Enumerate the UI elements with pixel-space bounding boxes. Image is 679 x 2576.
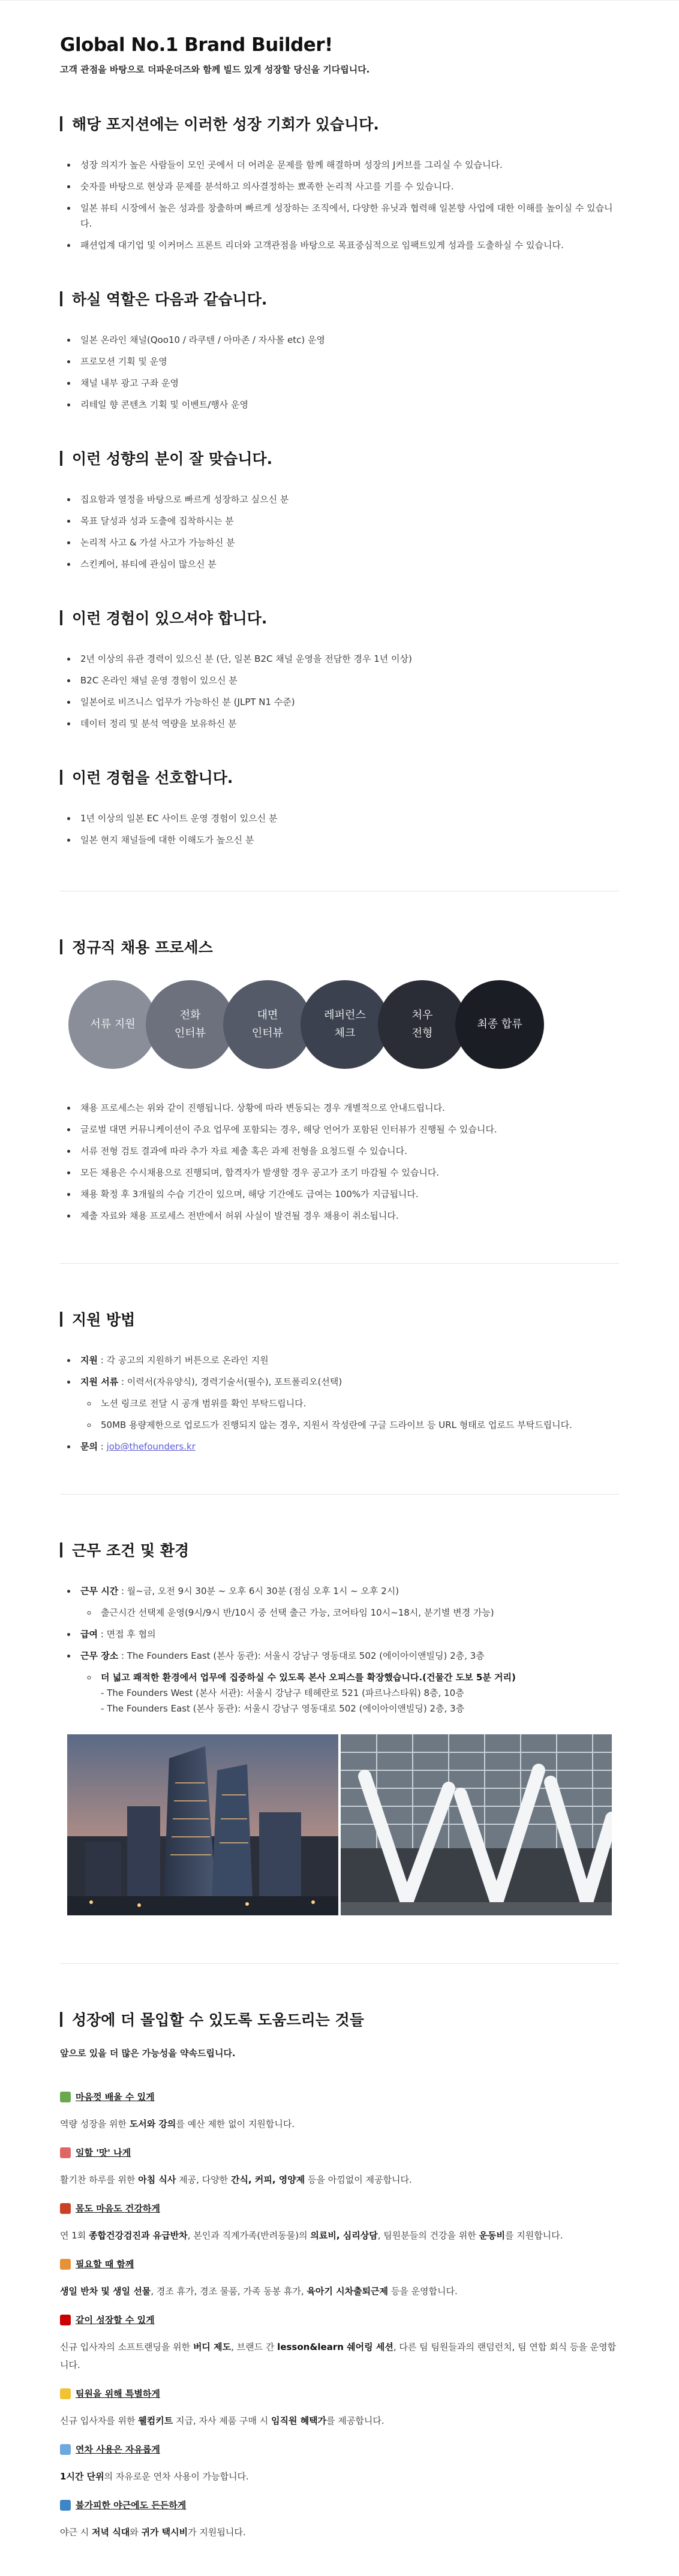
benefit-title-text: 마음껏 배울 수 있게	[76, 2092, 155, 2102]
benefit-description: 1시간 단위의 자유로운 연차 사용이 가능합니다.	[60, 2471, 249, 2482]
heading-bar	[60, 1312, 62, 1327]
benefit-description: 신규 입사자의 소프트랜딩을 위한 버디 제도, 브랜드 간 lesson&learn 쉐어링 세션, 다른 팀 팀원들과의 랜덤런치, 팀 연합 회식 등을 운영합니다.	[60, 2342, 617, 2370]
benefit-title	[60, 2258, 619, 2270]
benefit-title-text: 같이 성장할 수 있게	[76, 2315, 155, 2325]
car-icon	[60, 2500, 71, 2511]
list-item: • 스킨케어, 뷰티에 관심이 많으신 분	[77, 556, 619, 572]
documents-label: 지원 서류	[80, 1376, 119, 1387]
benefit-list	[60, 2090, 619, 2541]
calendar-icon	[60, 2444, 71, 2455]
list-item: • 서류 전형 검토 결과에 따라 추가 자료 제출 혹은 과제 전형을 요청드릴 수 있습니다.	[77, 1143, 619, 1159]
benefits-heading	[60, 2008, 619, 2030]
list-item: • 일본 현지 채널들에 대한 이해도가 높으신 분	[77, 832, 619, 848]
benefit-title	[60, 2443, 619, 2456]
office-east-address: - The Founders East (본사 동관): 서울시 강남구 영동대로 502 (에이아이앤빌딩) 2층, 3층	[101, 1703, 465, 1714]
process-steps	[68, 980, 619, 1069]
benefits-title: 성장에 더 몰입할 수 있도록 도움드리는 것들	[72, 2011, 364, 2029]
benefit-title-text: 필요할 때 함께	[76, 2259, 134, 2270]
office-entrance-photo	[341, 1734, 612, 1915]
preferred-title: 이런 경험을 선호합니다.	[72, 769, 233, 787]
list-item	[77, 1648, 619, 1716]
process-heading	[60, 936, 619, 957]
list-item: • 1년 이상의 일본 EC 사이트 운영 경험이 있으신 분	[77, 811, 619, 826]
list-item	[77, 1439, 619, 1454]
process-title: 정규직 채용 프로세스	[72, 939, 213, 956]
heading-bar	[60, 1542, 62, 1557]
gift-icon	[60, 2259, 71, 2270]
benefit-title-text: 몸도 마음도 건강하게	[76, 2203, 160, 2214]
process-step-compensation: 처우 전형	[378, 980, 467, 1069]
conditions-section	[60, 1539, 619, 1915]
benefit-title	[60, 2313, 619, 2326]
fit-section	[60, 447, 619, 572]
process-step-final-join: 최종 합류	[455, 980, 544, 1069]
list-item	[77, 1626, 619, 1642]
opportunity-title: 해당 포지션에는 이러한 성장 기회가 있습니다.	[72, 116, 379, 133]
heading-bar	[60, 116, 62, 131]
place-sub-list	[80, 1670, 619, 1716]
list-item: • 성장 의지가 높은 사람들이 모인 곳에서 더 어려운 문제를 함께 해결하며 성장의 J커브를 그리실 수 있습니다.	[77, 157, 619, 173]
fit-title: 이런 성향의 분이 잘 맞습니다.	[72, 450, 273, 468]
contact-label: 문의	[80, 1441, 98, 1452]
hours-label: 근무 시간	[80, 1586, 119, 1596]
required-title: 이런 경험이 있으셔야 합니다.	[72, 610, 268, 627]
benefit-title-text: 불가피한 야근에도 든든하게	[76, 2500, 187, 2511]
conditions-list	[60, 1583, 619, 1716]
process-section	[60, 936, 619, 1224]
top-divider	[0, 0, 679, 1]
documents-sub-list	[80, 1396, 619, 1433]
preferred-section	[60, 766, 619, 848]
benefit-title	[60, 2090, 619, 2103]
list-item: • 숫자를 바탕으로 현상과 문제를 분석하고 의사결정하는 뾰족한 논리적 사고를 기를 수 있습니다.	[77, 179, 619, 194]
list-item	[77, 1352, 619, 1368]
benefit-description: 신규 입사자를 위한 웰컴키트 지급, 자사 제품 구매 시 임직원 혜택가를 제공합니다.	[60, 2415, 384, 2426]
book-icon	[60, 2092, 71, 2102]
heart-icon	[60, 2203, 71, 2214]
required-heading	[60, 607, 619, 628]
list-item: ◦ 노션 링크로 전달 시 공개 범위를 확인 부탁드립니다.	[97, 1396, 619, 1411]
preferred-heading	[60, 766, 619, 788]
section-divider	[60, 1494, 619, 1495]
list-item: ◦ 50MB 용량제한으로 업로드가 진행되지 않는 경우, 지원서 작성란에 구글 드라이브 등 URL 형태로 업로드 부탁드립니다.	[97, 1417, 619, 1433]
office-photos	[67, 1734, 612, 1915]
apply-section	[60, 1308, 619, 1454]
benefit-description: 야근 시 저녁 식대와 귀가 택시비가 지원됩니다.	[60, 2527, 246, 2538]
list-item: • 데이터 정리 및 분석 역량을 보유하신 분	[77, 716, 619, 731]
conditions-heading	[60, 1539, 619, 1560]
benefit-description: 역량 성장을 위한 도서와 강의를 예산 제한 없이 지원합니다.	[60, 2119, 295, 2129]
list-item: • 채용 확정 후 3개월의 수습 기간이 있으며, 해당 기간에도 급여는 100%가 지급됩니다.	[77, 1186, 619, 1202]
section-divider	[60, 1963, 619, 1964]
apply-text: : 각 공고의 지원하기 버튼으로 온라인 지원	[97, 1355, 269, 1366]
party-icon	[60, 2388, 71, 2399]
heading-bar	[60, 610, 62, 625]
required-list	[60, 651, 619, 731]
role-heading	[60, 288, 619, 309]
page-subtitle: 고객 관점을 바탕으로 더파운더즈와 함께 빌드 있게 성장할 당신을 기다립니다.	[60, 64, 370, 75]
required-section	[60, 607, 619, 731]
benefit-title	[60, 2499, 619, 2511]
role-title: 하실 역할은 다음과 같습니다.	[72, 291, 268, 308]
benefit-title	[60, 2202, 619, 2215]
list-item: ◦ 출근시간 선택제 운영(9시/9시 반/10시 중 선택 출근 가능, 코어타임 10시~18시, 분기별 변경 가능)	[97, 1605, 619, 1620]
list-item: • 목표 달성과 성과 도출에 집착하시는 분	[77, 513, 619, 529]
benefit-title	[60, 2387, 619, 2400]
process-notes	[60, 1100, 619, 1224]
heading-bar	[60, 2012, 62, 2027]
place-text: : The Founders East (본사 동관): 서울시 강남구 영동대로 502 (에이아이앤빌딩) 2층, 3층	[118, 1650, 485, 1661]
heading-bar	[60, 770, 62, 785]
process-step-phone-interview: 전화 인터뷰	[146, 980, 235, 1069]
apply-label: 지원	[80, 1355, 98, 1366]
list-item: • 일본어로 비즈니스 업무가 가능하신 분 (JLPT N1 수준)	[77, 694, 619, 710]
list-item: • 2년 이상의 유관 경력이 있으신 분 (단, 일본 B2C 채널 운영을 전담한 경우 1년 이상)	[77, 651, 619, 667]
opportunity-list	[60, 157, 619, 253]
list-item	[97, 1670, 619, 1716]
list-item: • 논리적 사고 & 가설 사고가 가능하신 분	[77, 535, 619, 550]
list-item: • 일본 뷰티 시장에서 높은 성과를 창출하며 빠르게 성장하는 조직에서, 다양한 유닛과 협력해 일본향 사업에 대한 이해를 높이실 수 있습니다.	[77, 200, 619, 231]
preferred-list	[60, 811, 619, 848]
benefits-intro: 앞으로 있을 더 많은 가능성을 약속드립니다.	[60, 2048, 236, 2059]
benefit-title-text: 팀원을 위해 특별하게	[76, 2388, 160, 2399]
apply-list	[60, 1352, 619, 1454]
benefit-title-text: 일할 '맛' 나게	[76, 2147, 131, 2158]
list-item: • 집요함과 열정을 바탕으로 빠르게 성장하고 싶으신 분	[77, 492, 619, 507]
page-title: Global No.1 Brand Builder!	[60, 34, 333, 56]
list-item: • 채널 내부 광고 구좌 운영	[77, 375, 619, 391]
fit-heading	[60, 447, 619, 469]
heading-bar	[60, 939, 62, 954]
documents-text: : 이력서(자유양식), 경력기술서(필수), 포트폴리오(선택)	[118, 1376, 342, 1387]
hours-sub-list	[80, 1605, 619, 1620]
list-item: • 채용 프로세스는 위와 같이 진행됩니다. 상황에 따라 변동되는 경우 개별적으로 안내드립니다.	[77, 1100, 619, 1116]
benefit-title	[60, 2146, 619, 2159]
place-label: 근무 장소	[80, 1650, 119, 1661]
apply-title: 지원 방법	[72, 1311, 136, 1328]
list-item: • 제출 자료와 채용 프로세스 전반에서 허위 사실이 발견될 경우 채용이 취소됩니다.	[77, 1208, 619, 1224]
list-item: • 일본 온라인 채널(Qoo10 / 라쿠텐 / 아마존 / 자사몰 etc) 운영	[77, 332, 619, 348]
sparkle-icon	[60, 2147, 71, 2158]
hours-text: : 월~금, 오전 9시 30분 ~ 오후 6시 30분 (점심 오후 1시 ~ 오후 2시)	[118, 1586, 399, 1596]
people-icon	[60, 2315, 71, 2325]
section-divider	[60, 1263, 619, 1264]
process-step-document: 서류 지원	[68, 980, 157, 1069]
conditions-title: 근무 조건 및 환경	[72, 1542, 190, 1559]
benefit-description: 연 1회 종합건강검진과 유급반차, 본인과 직계가족(반려동물)의 의료비, 심리상담, 팀원분들의 건강을 위한 운동비를 지원합니다.	[60, 2230, 563, 2241]
benefit-title-text: 연차 사용은 자유롭게	[76, 2444, 160, 2455]
list-item: • 글로벌 대면 커뮤니케이션이 주요 업무에 포함되는 경우, 해당 언어가 포함된 인터뷰가 진행될 수 있습니다.	[77, 1122, 619, 1137]
opportunity-heading	[60, 113, 619, 134]
benefits-section	[60, 2008, 619, 2541]
heading-bar	[60, 451, 62, 466]
list-item	[77, 1374, 619, 1433]
list-item: • 리테일 향 콘텐츠 기획 및 이벤트/행사 운영	[77, 397, 619, 412]
role-section	[60, 288, 619, 412]
list-item	[77, 1583, 619, 1620]
opportunity-section	[60, 113, 619, 253]
fit-list	[60, 492, 619, 572]
office-tower-photo	[67, 1734, 338, 1915]
process-step-onsite-interview: 대면 인터뷰	[223, 980, 312, 1069]
contact-separator: :	[97, 1441, 107, 1452]
place-expansion-note: 더 넓고 쾌적한 환경에서 업무에 집중하실 수 있도록 본사 오피스를 확장했습니다.(건물간 도보 5분 거리)	[101, 1672, 516, 1683]
apply-heading	[60, 1308, 619, 1330]
contact-email-link[interactable]: job@thefounders.kr	[106, 1441, 196, 1452]
role-list	[60, 332, 619, 412]
office-west-address: - The Founders West (본사 서관): 서울시 강남구 테헤란로 521 (파르나스타워) 8층, 10층	[101, 1688, 464, 1698]
process-step-reference-check: 레퍼런스 체크	[301, 980, 389, 1069]
salary-text: : 면접 후 협의	[97, 1629, 156, 1640]
list-item: • 프로모션 기획 및 운영	[77, 354, 619, 369]
list-item: • B2C 온라인 채널 운영 경험이 있으신 분	[77, 673, 619, 688]
heading-bar	[60, 291, 62, 306]
list-item: • 패션업계 대기업 및 이커머스 프론트 리더와 고객관점을 바탕으로 목표중심적으로 임팩트있게 성과를 도출하실 수 있습니다.	[77, 237, 619, 253]
salary-label: 급여	[80, 1629, 98, 1640]
benefit-description: 생일 반차 및 생일 선물, 경조 휴가, 경조 물품, 가족 동봉 휴가, 육아기 시차출퇴근제 등을 운영합니다.	[60, 2286, 458, 2297]
list-item: • 모든 채용은 수시채용으로 진행되며, 합격자가 발생할 경우 공고가 조기 마감될 수 있습니다.	[77, 1165, 619, 1180]
benefit-description: 활기찬 하루를 위한 아침 식사 제공, 다양한 간식, 커피, 영양제 등을 아낌없이 제공합니다.	[60, 2174, 412, 2185]
